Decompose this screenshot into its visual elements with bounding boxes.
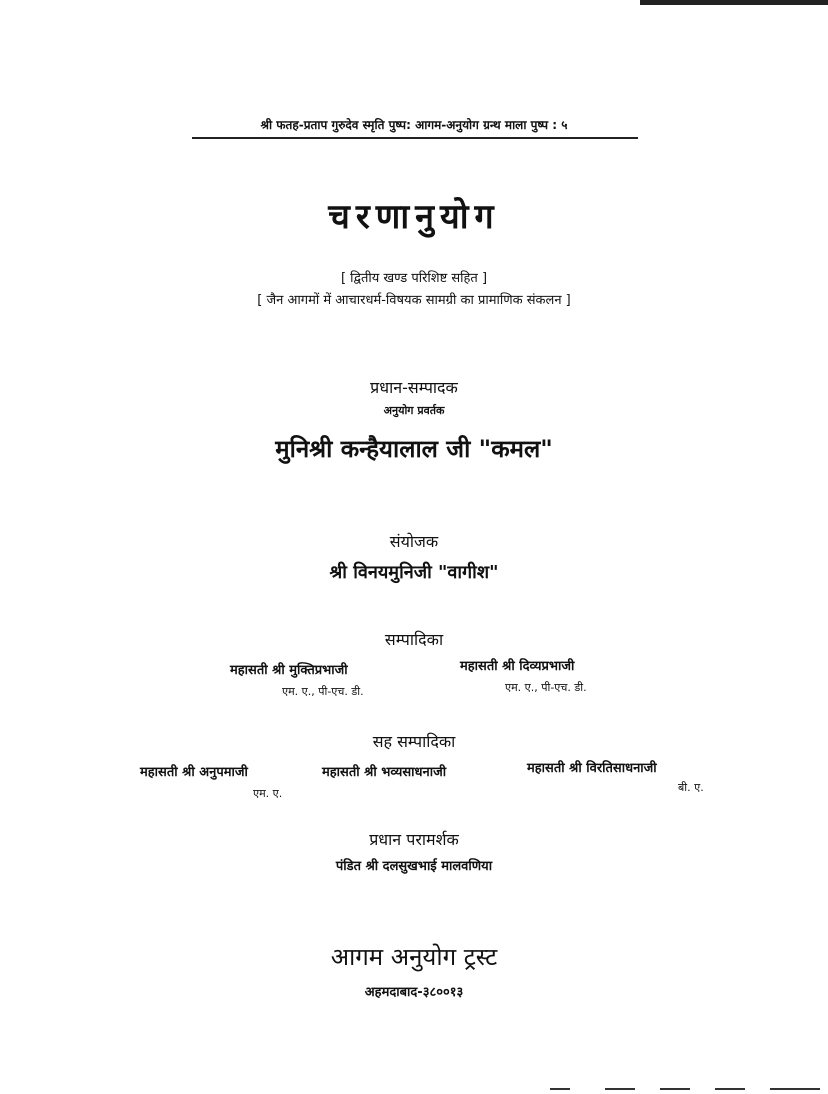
editor-name: महासती श्री दिव्यप्रभाजी <box>460 659 575 674</box>
scan-mark <box>550 1088 570 1090</box>
scan-mark <box>605 1088 635 1090</box>
co-editor-name: महासती श्री विरतिसाधनाजी <box>527 761 657 776</box>
co-editor-degree: बी. ए. <box>678 781 704 794</box>
book-title: चरणानुयोग <box>328 197 500 237</box>
convener-label: संयोजक <box>389 532 439 551</box>
editor-degree: एम. ए., पी-एच. डी. <box>505 681 587 694</box>
publisher-name: आगम अनुयोग ट्रस्ट <box>330 943 498 971</box>
chief-editor-role: अनुयोग प्रवर्तक <box>383 404 445 417</box>
editors-label: सम्पादिका <box>384 630 444 649</box>
convener-name: श्री विनयमुनिजी "वागीश" <box>329 562 499 583</box>
scan-mark <box>770 1088 820 1090</box>
header-rule <box>192 137 638 139</box>
co-editor-degree: एम. ए. <box>253 787 283 800</box>
co-editor-name: महासती श्री भव्यसाधनाजी <box>322 765 447 780</box>
scan-mark <box>660 1088 690 1090</box>
chief-editor-label: प्रधान-सम्पादक <box>370 378 458 397</box>
advisor-name: पंडित श्री दलसुखभाई मालवणिया <box>335 859 493 874</box>
chief-editor-name: मुनिश्री कन्हैयालाल जी "कमल" <box>275 435 553 463</box>
publisher-address: अहमदाबाद-३८००१३ <box>364 985 464 1000</box>
co-editor-name: महासती श्री अनुपमाजी <box>140 765 248 780</box>
advisor-label: प्रधान परामर्शक <box>369 830 459 849</box>
editor-name: महासती श्री मुक्तिप्रभाजी <box>230 663 348 678</box>
subtitle-description: [ जैन आगमों में आचारधर्म-विषयक सामग्री का प्रामाणिक संकलन ] <box>257 293 571 308</box>
co-editors-label: सह सम्पादिका <box>372 732 456 751</box>
scan-edge <box>640 0 828 5</box>
series-header: श्री फतह-प्रताप गुरुदेव स्मृति पुष्प: आगम-अनुयोग ग्रन्थ माला पुष्प : ५ <box>260 118 568 132</box>
scan-mark <box>715 1088 745 1090</box>
editor-degree: एम. ए., पी-एच. डी. <box>282 685 364 698</box>
subtitle-volume: [ द्वितीय खण्ड परिशिष्ट सहित ] <box>340 271 488 286</box>
